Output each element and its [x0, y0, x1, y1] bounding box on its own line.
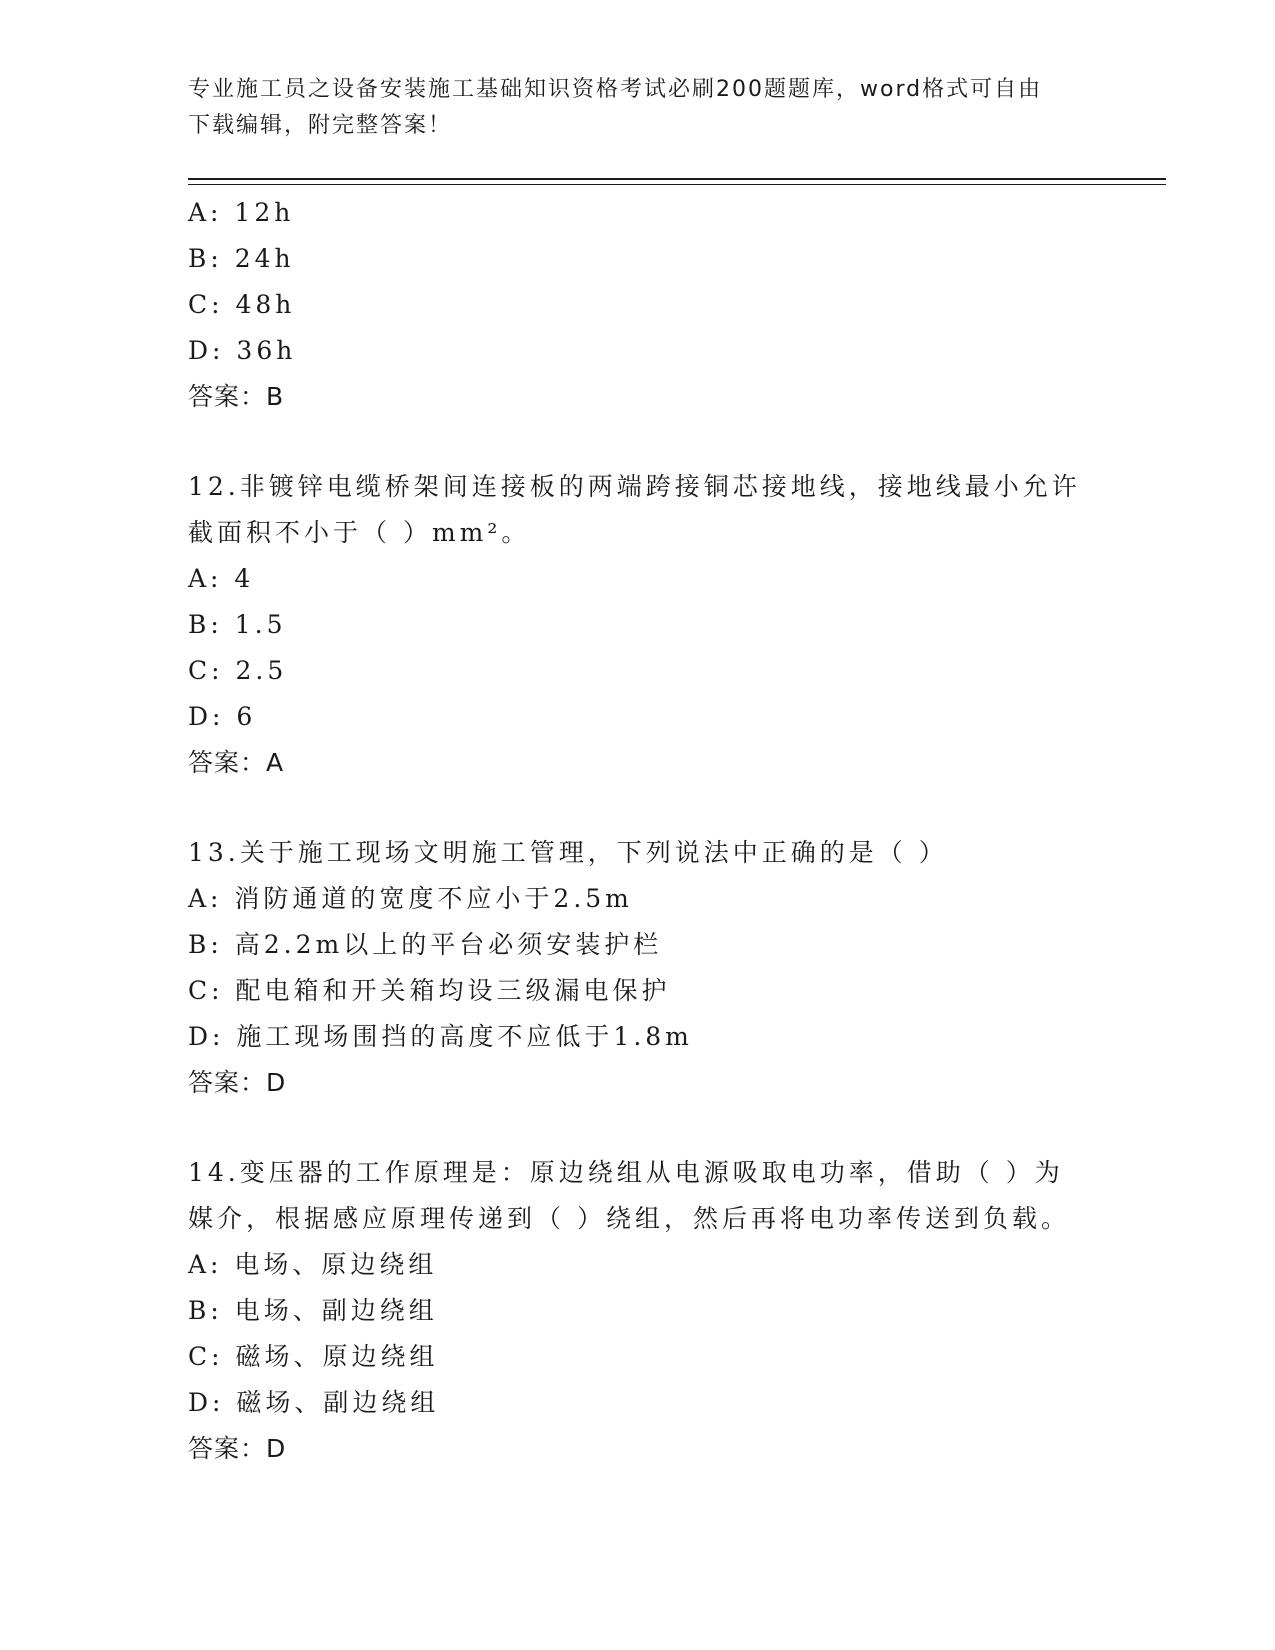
- header-title-line-1: 专业施工员之设备安装施工基础知识资格考试必刷200题题库，word格式可自由: [188, 77, 1043, 102]
- option-d: D: 36h: [188, 336, 297, 365]
- header-divider-thick: [188, 178, 1166, 180]
- option-c: C: 2.5: [188, 656, 288, 685]
- answer-label: 答案：B: [188, 382, 285, 411]
- option-c: C: 配电箱和开关箱均设三级漏电保护: [188, 976, 671, 1005]
- option-d: D: 6: [188, 702, 257, 731]
- question-block-14: [188, 1150, 1088, 1472]
- header-title-line-2: 下载编辑，附完整答案！: [188, 113, 453, 138]
- question-stem-line-1: 13.关于施工现场文明施工管理，下列说法中正确的是（ ）: [188, 838, 948, 867]
- question-list: [188, 190, 1088, 1472]
- answer-label: 答案：A: [188, 748, 285, 777]
- option-b: B: 24h: [188, 244, 295, 273]
- question-stem: [188, 1150, 1088, 1242]
- question-stem-line-1: 14.变压器的工作原理是：原边绕组从电源吸取电功率，借助（ ）为: [188, 1158, 1064, 1187]
- question-block-13: [188, 830, 1088, 1106]
- option-b: B: 高2.2m以上的平台必须安装护栏: [188, 930, 663, 959]
- option-d: D: 施工现场围挡的高度不应低于1.8m: [188, 1022, 693, 1051]
- question-stem: [188, 464, 1088, 556]
- option-d: D: 磁场、副边绕组: [188, 1388, 440, 1417]
- option-a: A: 电场、原边绕组: [188, 1250, 438, 1279]
- option-a: A: 4: [188, 564, 255, 593]
- question-block-11: [188, 190, 1088, 420]
- header-divider-thin: [188, 184, 1166, 185]
- answer-label: 答案：D: [188, 1434, 287, 1463]
- option-a: A: 消防通道的宽度不应小于2.5m: [188, 884, 633, 913]
- answer-label: 答案：D: [188, 1068, 287, 1097]
- question-stem-line-2: 截面积不小于（ ）mm²。: [188, 518, 531, 547]
- option-c: C: 磁场、原边绕组: [188, 1342, 439, 1371]
- question-stem: [188, 830, 1088, 876]
- question-block-12: [188, 464, 1088, 786]
- question-stem-line-1: 12.非镀锌电缆桥架间连接板的两端跨接铜芯接地线，接地线最小允许: [188, 472, 1081, 501]
- document-header: [188, 72, 1068, 144]
- option-a: A: 12h: [188, 198, 295, 227]
- option-b: B: 电场、副边绕组: [188, 1296, 438, 1325]
- question-stem-line-2: 媒介，根据感应原理传递到（ ）绕组，然后再将电功率传送到负载。: [188, 1204, 1070, 1233]
- option-c: C: 48h: [188, 290, 296, 319]
- option-b: B: 1.5: [188, 610, 287, 639]
